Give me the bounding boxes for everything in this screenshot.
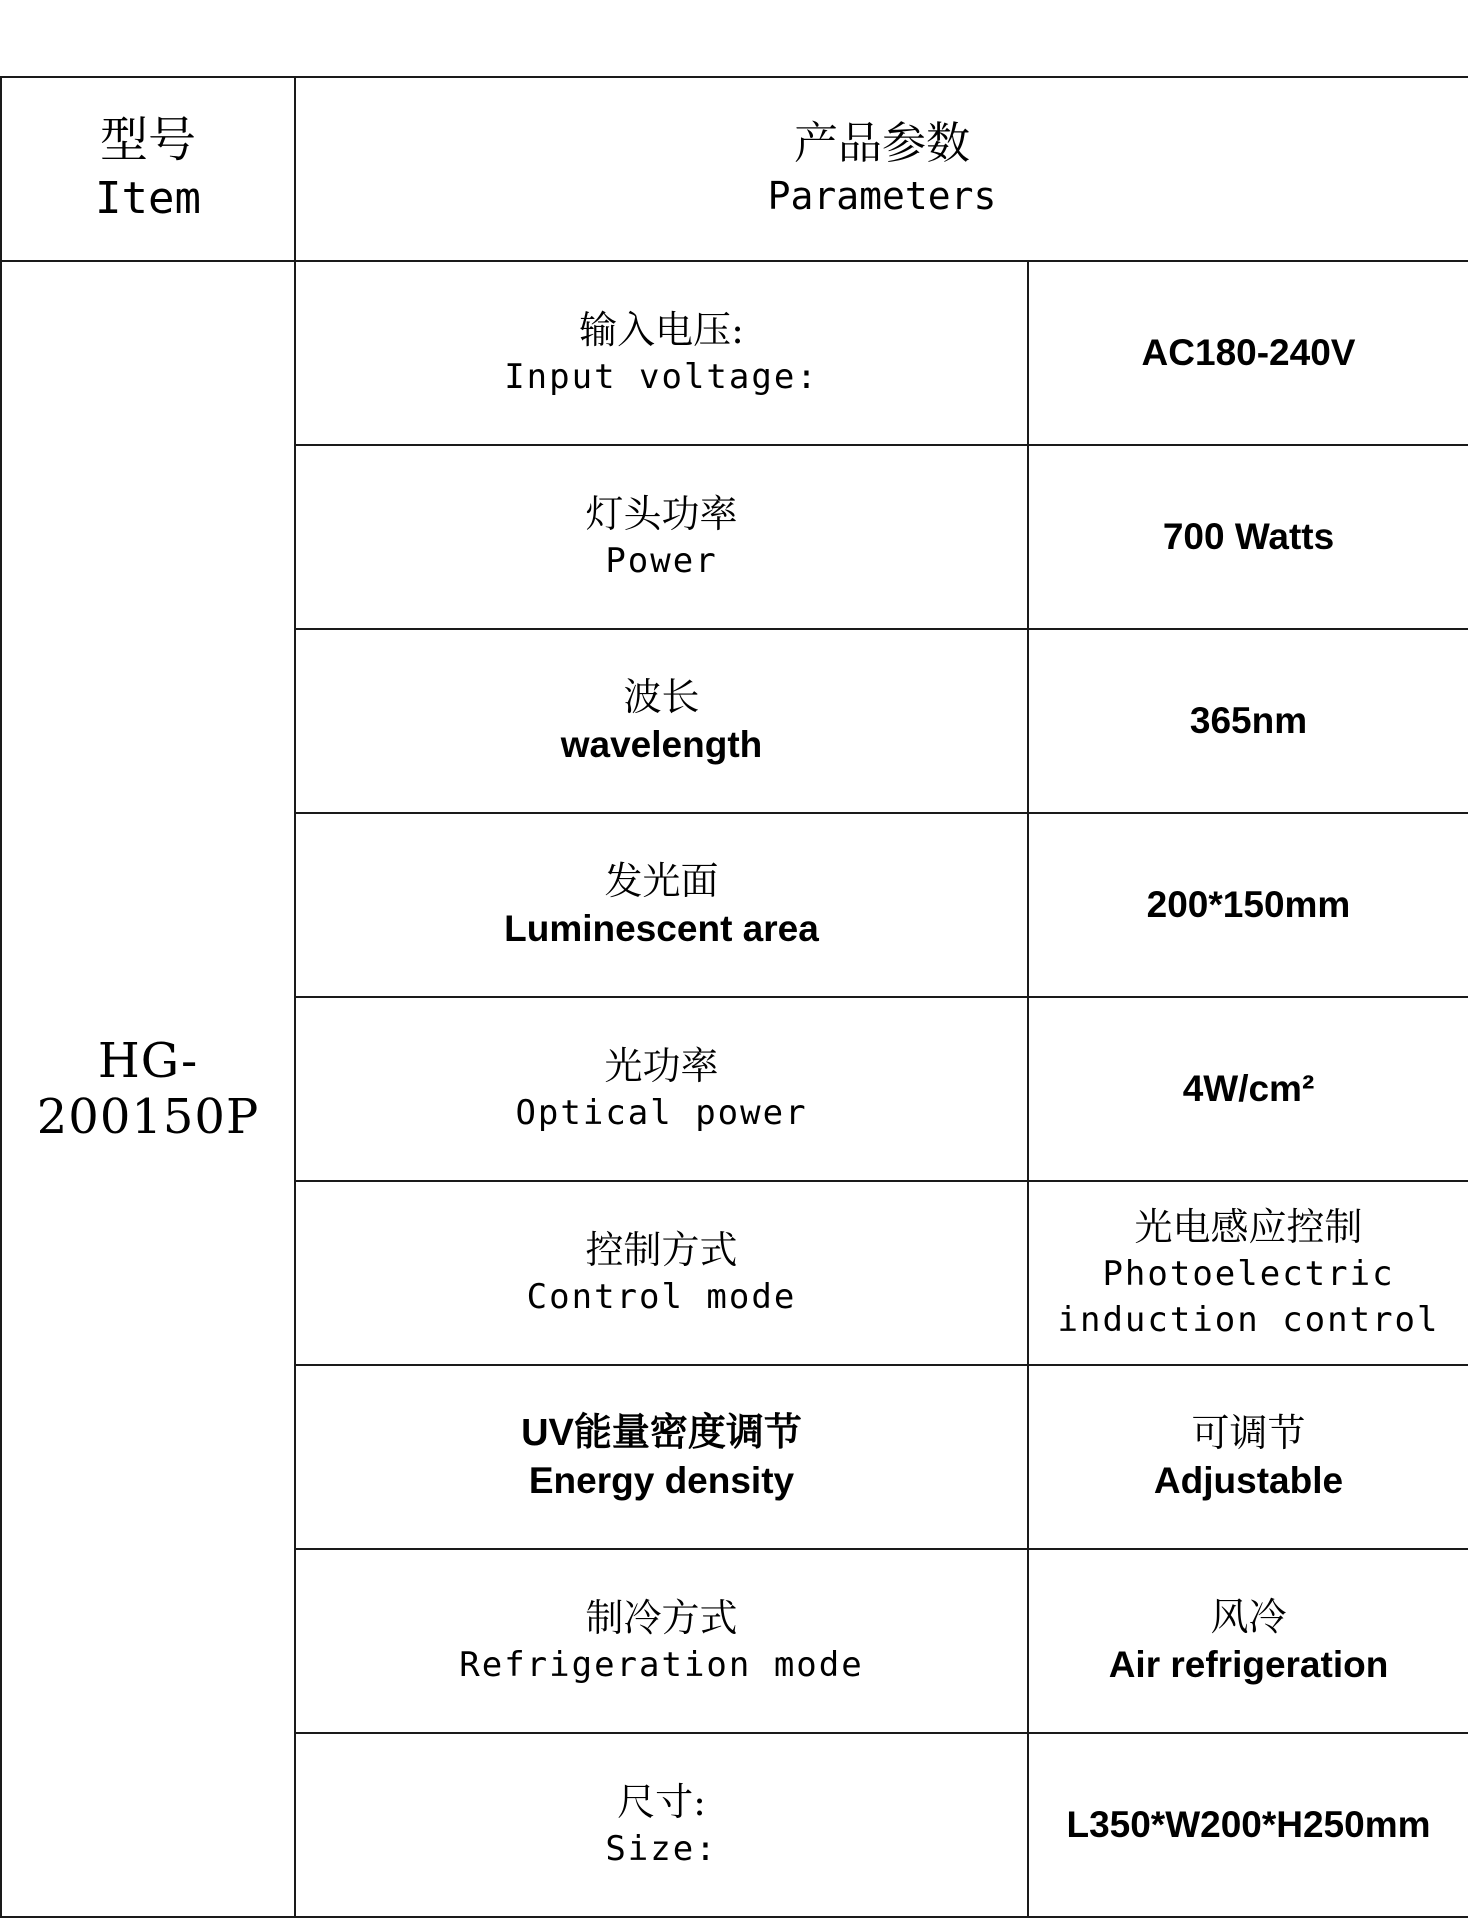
param-value-cell xyxy=(1028,261,1468,445)
param-value-en-line-2: induction control xyxy=(1057,1300,1440,1340)
param-label-en: Luminescent area xyxy=(504,908,819,949)
param-label-en: Input voltage: xyxy=(504,357,819,397)
header-row xyxy=(1,77,1468,261)
param-value-cell xyxy=(1028,1549,1468,1733)
param-label-zh: 波长 xyxy=(623,675,700,719)
param-label-zh: 发光面 xyxy=(604,859,719,903)
header-params-en: Parameters xyxy=(767,174,997,218)
param-label-zh: 光功率 xyxy=(604,1044,719,1088)
param-label-zh: 灯头功率 xyxy=(585,492,738,536)
param-label-zh: 尺寸: xyxy=(617,1780,706,1824)
param-value: 4W/cm² xyxy=(1182,1068,1315,1109)
param-value: L350*W200*H250mm xyxy=(1066,1804,1431,1845)
param-label-cell xyxy=(295,1733,1028,1917)
param-label-en: Refrigeration mode xyxy=(459,1645,864,1685)
param-label-zh: 输入电压: xyxy=(579,308,744,352)
param-value: 200*150mm xyxy=(1146,884,1351,925)
param-value-cell xyxy=(1028,1181,1468,1365)
header-item-cell xyxy=(1,77,295,261)
header-params-zh: 产品参数 xyxy=(794,118,970,169)
param-label-en: Size: xyxy=(605,1829,718,1869)
param-label-cell xyxy=(295,629,1028,813)
param-value-en-line-1: Photoelectric xyxy=(1102,1254,1395,1294)
param-label-cell xyxy=(295,1365,1028,1549)
param-label-cell xyxy=(295,261,1028,445)
param-label-cell xyxy=(295,445,1028,629)
param-label-cell xyxy=(295,813,1028,997)
param-label-en: Power xyxy=(605,541,718,581)
param-label-en: Energy density xyxy=(528,1460,795,1501)
param-value-cell xyxy=(1028,1733,1468,1917)
param-value: 700 Watts xyxy=(1162,516,1335,557)
header-params-cell xyxy=(295,77,1468,261)
param-label-zh: UV能量密度调节 xyxy=(521,1412,802,1454)
param-row-input-voltage xyxy=(1,261,1468,445)
param-value-zh: 风冷 xyxy=(1210,1595,1287,1639)
param-value-cell xyxy=(1028,997,1468,1181)
spec-table xyxy=(0,76,1468,1918)
param-label-zh: 制冷方式 xyxy=(585,1596,738,1640)
param-value: AC180-240V xyxy=(1141,332,1356,373)
param-label-zh: 控制方式 xyxy=(585,1228,738,1272)
param-value-cell xyxy=(1028,629,1468,813)
param-value-zh: 可调节 xyxy=(1191,1411,1306,1455)
param-label-cell xyxy=(295,1549,1028,1733)
param-value-zh: 光电感应控制 xyxy=(1134,1205,1363,1249)
param-label-en: Optical power xyxy=(515,1093,808,1133)
param-value-cell xyxy=(1028,813,1468,997)
spec-sheet xyxy=(0,76,1468,1920)
param-label-cell xyxy=(295,997,1028,1181)
param-value: 365nm xyxy=(1189,700,1308,741)
model-number: HG-200150P xyxy=(36,1033,260,1145)
param-label-en: wavelength xyxy=(560,724,763,765)
model-cell xyxy=(1,261,295,1917)
param-value-cell xyxy=(1028,445,1468,629)
param-value-en: Air refrigeration xyxy=(1108,1644,1389,1685)
header-item-zh: 型号 xyxy=(99,112,196,168)
param-value-en: Adjustable xyxy=(1153,1460,1344,1501)
header-item-en: Item xyxy=(95,173,201,224)
param-value-cell xyxy=(1028,1365,1468,1549)
param-label-en: Control mode xyxy=(526,1277,797,1317)
param-label-cell xyxy=(295,1181,1028,1365)
